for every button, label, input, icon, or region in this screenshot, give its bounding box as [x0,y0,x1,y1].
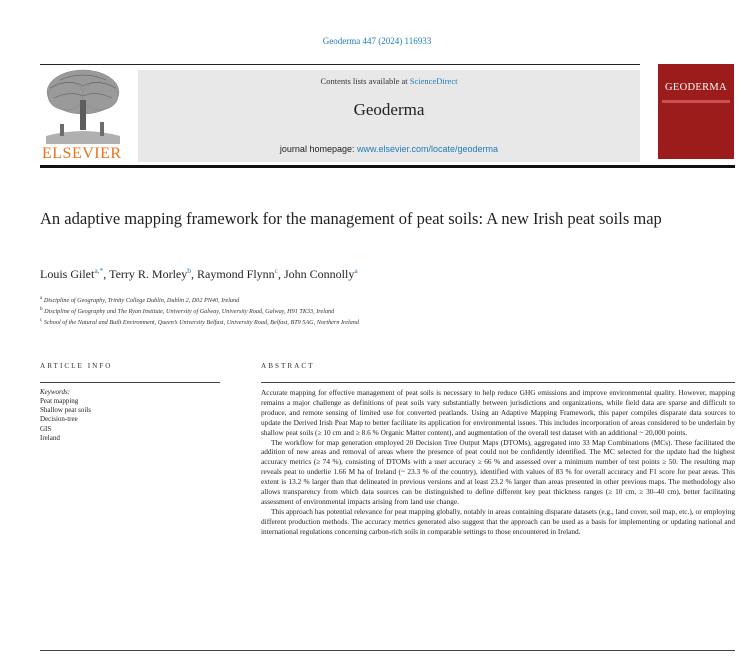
affiliation-mark: c [40,317,43,323]
affiliation-text: School of the Natural and Built Environment, Queen’s University Belfast, University Road, Belfast, BT9 5AG, Northern Ireland [43,319,359,327]
abstract-paragraph: This approach has potential relevance for peat mapping globally, notably in areas containing disparate datasets (e.g., land cover, soil map, etc.), or employing different production methods. The accuracy metrics generated also suggest that the approach can be used as a basis for implementing or updating national and international regulations concerning carbon-rich soils in comparable settings to those encountered in Ireland. [261,506,735,536]
homepage-prefix: journal homepage: [279,144,357,154]
affiliation-mark: b [40,306,43,312]
keyword-item: Decision-tree [40,415,78,424]
contents-line [138,76,640,86]
author-name[interactable]: Raymond Flynn [196,267,275,281]
affiliation-mark: a [40,295,43,301]
affiliation-a [40,295,730,304]
author-affiliation-mark[interactable]: a,* [94,266,104,275]
page-bottom-rule [40,650,735,651]
author-affiliation-mark[interactable]: b [187,266,191,275]
keyword-item: GIS [40,424,52,433]
author-separator: , [103,267,110,281]
journal-header-band [138,70,640,162]
cover-title: GEODERMA [665,82,727,93]
elsevier-tree-icon [40,66,126,144]
keyword-item: Ireland [40,433,60,442]
contents-prefix: Contents lists available at [320,76,410,86]
header-top-rule [40,64,640,65]
journal-citation[interactable]: Geoderma 447 (2024) 116933 [322,36,432,46]
affiliation-text: Discipline of Geography and The Ryan Institute, University of Galway, University Road, Galway, H91 TK33, Ireland [44,308,335,316]
cover-subtitle-bar [662,100,730,103]
journal-cover-image[interactable] [658,64,734,159]
article-info-rule [40,382,220,383]
journal-name: Geoderma [353,100,425,119]
homepage-link[interactable]: www.elsevier.com/locate/geoderma [356,144,499,154]
abstract-heading: ABSTRACT [261,362,315,370]
keywords-label: Keywords: [40,388,71,396]
author-separator: , [278,267,284,281]
publisher-logo [40,66,126,162]
affiliation-text: Discipline of Geography, Trinity College Dublin, Dublin 2, D02 PN40, Ireland [43,297,240,305]
header-bottom-rule [40,165,735,168]
keyword-item: Shallow peat soils [40,406,91,415]
elsevier-wordmark: ELSEVIER [42,145,122,162]
article-title: An adaptive mapping framework for the management of peat soils: A new Irish peat soils map [40,209,662,228]
author-name[interactable]: Terry R. Morley [109,267,188,281]
keyword-item: Peat mapping [40,397,79,405]
abstract-body [261,388,735,537]
abstract-paragraph: The workflow for map generation employed 20 Decision Tree Output Maps (DTOMs), aggregated into 33 Map Combinations (MCs). These facilitated the addition of new areas and removal of areas where the presence of peat could not be confidently identified. The MC selected for the update had the highest accuracy metrics (≥ 74 %), consisting of DTOMs with a user accuracy ≥ 66 % and assessed over a minimum number of test points ≥ 50. The resulting map reveals peat to underlie 1.66 M ha of Ireland (~ 23.3 % of the country), identified with values of 83 % for overall accuracy and F1 score for peat areas. This extent is 13.2 % larger than that delineated in previous versions and at least 23.2 % larger than areas presented in other previous maps. The methodology also allows transparency from which data sources can be distinguished to define different key peat thickness ranges (≥ 10 cm, ≥ 30–40 cm), better facilitating assessment of environmental impacts arising from land use change. [261,437,735,506]
sciencedirect-link[interactable]: ScienceDirect [409,76,458,86]
keywords-list [40,397,91,443]
abstract-rule [261,382,735,383]
homepage-line [138,144,640,154]
affiliation-c [40,317,730,326]
author-affiliation-mark[interactable]: c [274,266,278,275]
author-name[interactable]: John Connolly [284,267,355,281]
author-affiliation-mark[interactable]: a [354,266,358,275]
affiliation-b [40,306,730,315]
author-separator: , [190,267,197,281]
author-list [40,266,730,282]
article-info-heading: ARTICLE INFO [40,362,113,370]
author-name[interactable]: Louis Gilet [40,267,95,281]
abstract-paragraph: Accurate mapping for effective management of peat soils is necessary to help reduce GHG emissions and improve environmental quality. However, mapping remains a major challenge as definitions of peat soils vary substantially between jurisdictions and organizations, while field data are sparse and difficult to produce, and remote sensing of limited use for converted peatlands. Using an Adaptive Mapping Framework, this paper compiles disparate data sources to update the Derived Irish Peat Map to better facilitate its application for environmental issues. This includes incorporation of areas considered to be underlain by shallow peat soils (≥ 10 cm and ≥ 8.6 % Organic Matter content), and augmentation of the overall test dataset with an additional ~ 20,000 points. [261,388,735,437]
